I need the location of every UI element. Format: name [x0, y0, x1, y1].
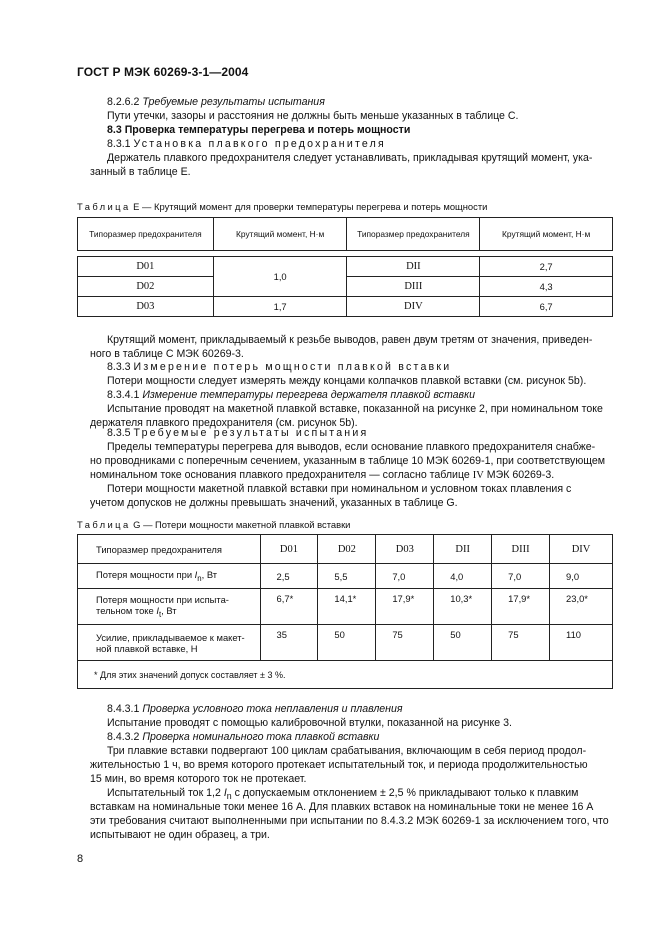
fuse-size-cell: D03	[78, 297, 214, 317]
fuse-size-cell: DII	[347, 257, 480, 277]
section-8-2-6-2: 8.2.6.2 Требуемые результаты испытания	[107, 96, 325, 108]
section-8-3-3: 8.3.3 Измерение потерь мощности плавкой вставки	[107, 361, 452, 373]
fuse-size-header: DIII	[492, 535, 550, 564]
value-cell: 110	[550, 625, 613, 661]
fuse-size-header: DIV	[550, 535, 613, 564]
fuse-size-header: D01	[260, 535, 318, 564]
paragraph-holder-mounting-cont: занный в таблице Е.	[90, 166, 191, 178]
paragraph-cycles: Три плавкие вставки подвергают 100 циклам срабатывания, включающим в себя период продол-	[107, 745, 587, 757]
value-cell: 17,9*	[492, 589, 550, 625]
table-g	[77, 534, 613, 689]
torque-cell: 6,7	[480, 297, 613, 317]
fuse-size-header: DII	[434, 535, 492, 564]
value-cell: 7,0	[492, 564, 550, 589]
torque-cell: 2,7	[480, 257, 613, 277]
value-cell: 75	[376, 625, 434, 661]
table-g-header-row	[78, 535, 613, 564]
table-e-header-row	[78, 218, 613, 251]
fuse-size-cell: DIII	[347, 277, 480, 297]
value-cell: 10,3*	[434, 589, 492, 625]
table-row	[78, 625, 613, 661]
paragraph-test-current: Испытательный ток 1,2 $I_n$ с допускаемым отклонением ± 2,5 % прикладывают только к плавким	[107, 787, 579, 802]
table-g-header-label: Типоразмер предохранителя	[78, 535, 261, 564]
table-e-header-cell: Типоразмер предохранителя	[347, 218, 480, 251]
table-row	[78, 297, 613, 317]
table-row	[78, 564, 613, 589]
value-cell: 14,1*	[318, 589, 376, 625]
paragraph-temp-limits-cont: но проводниками с поперечным сечением, указанным в таблице 10 МЭК 60269-1, при соответствующем	[90, 455, 606, 467]
paragraph-temp-limits: Пределы температуры перегрева для выводов, если основание плавкого предохранителя снабже-	[107, 441, 596, 453]
paragraph-thread-torque-cont: ного в таблице С МЭК 60269-3.	[90, 348, 244, 360]
table-e-header-cell: Крутящий момент, Н·м	[213, 218, 347, 251]
value-cell: 6,7*	[260, 589, 318, 625]
torque-cell: 1,7	[213, 297, 347, 317]
paragraph-temp-limits-end: номинальном токе основания плавкого предохранителя — согласно таблице IV МЭК 60269-3.	[90, 469, 555, 481]
value-cell: 50	[434, 625, 492, 661]
section-8-3-1: 8.3.1 Установка плавкого предохранителя	[107, 138, 386, 150]
paragraph-test-current-cont: вставкам на номинальные токи менее 16 А. Для плавких вставок на номинальные токи не менее 16 А	[90, 801, 594, 813]
section-8-4-3-3-1: 8.4.3.1 Проверка условного тока неплавления и плавления	[107, 703, 403, 715]
section-8-3-4-1: 8.3.4.1 Измерение температуры перегрева держателя плавкой вставки	[107, 389, 475, 401]
value-cell: 9,0	[550, 564, 613, 589]
table-g-caption: Таблица G — Потери мощности макетной плавкой вставки	[77, 519, 351, 530]
value-cell: 7,0	[376, 564, 434, 589]
table-row	[78, 589, 613, 625]
table-e-header-cell: Крутящий момент, Н·м	[480, 218, 613, 251]
table-g-footnote: * Для этих значений допуск составляет ± 3 %.	[78, 661, 613, 689]
paragraph-power-loss-limits-cont: учетом допусков не должны превышать значений, указанных в таблице G.	[90, 497, 458, 509]
row-label-power-loss-rated: Потеря мощности при $I_n$, Вт	[78, 564, 261, 589]
value-cell: 5,5	[318, 564, 376, 589]
paragraph-power-loss-limits: Потери мощности макетной плавкой вставки при номинальном и условном токах плавления с	[107, 483, 572, 495]
torque-cell: 4,3	[480, 277, 613, 297]
paragraph-gauge: Испытание проводят с помощью калибровочной втулки, показанной на рисунке 3.	[107, 717, 512, 729]
paragraph-cycles-cont: жительностью 1 ч, во время которого протекает испытательный ток, и периода продолжительностью	[90, 759, 588, 771]
page-number: 8	[77, 853, 84, 865]
fuse-size-header: D02	[318, 535, 376, 564]
value-cell: 75	[492, 625, 550, 661]
section-8-3-heading: 8.3 Проверка температуры перегрева и потерь мощности	[107, 124, 411, 136]
document-header: ГОСТ Р МЭК 60269-3-1—2004	[77, 65, 249, 79]
table-e-header-cell: Типоразмер предохранителя	[78, 218, 214, 251]
torque-merged-cell: 1,0	[213, 257, 347, 297]
paragraph-power-loss: Потери мощности следует измерять между концами колпачков плавкой вставки (см. рисунок 5b).	[107, 375, 587, 387]
paragraph-test-current-end: испытывают не один образец, а три.	[90, 829, 270, 841]
fuse-size-cell: DIV	[347, 297, 480, 317]
section-8-4-3-2: 8.4.3.2 Проверка номинального тока плавкой вставки	[107, 731, 380, 743]
value-cell: 50	[318, 625, 376, 661]
table-e	[77, 217, 613, 317]
value-cell: 17,9*	[376, 589, 434, 625]
fuse-size-cell: D01	[78, 257, 214, 277]
value-cell: 4,0	[434, 564, 492, 589]
value-cell: 23,0*	[550, 589, 613, 625]
row-label-force: Усилие, прикладываемое к макет- ной плавкой вставке, Н	[78, 625, 261, 661]
value-cell: 2,5	[260, 564, 318, 589]
table-row	[78, 257, 613, 277]
paragraph-clearances: Пути утечки, зазоры и расстояния не должны быть меньше указанных в таблице С.	[107, 110, 519, 122]
paragraph-dummy-fuse-cont: держателя плавкого предохранителя (см. рисунок 5b).	[90, 417, 358, 429]
row-label-power-loss-test: Потеря мощности при испыта- тельном токе $I_t$, Вт	[78, 589, 261, 625]
section-8-3-5: 8.3.5 Требуемые результаты испытания	[107, 427, 369, 439]
paragraph-dummy-fuse: Испытание проводят на макетной плавкой вставке, показанной на рисунке 2, при номинальном токе	[107, 403, 603, 415]
table-g-footnote-row	[78, 661, 613, 689]
paragraph-cycles-end: 15 мин, во время которого ток не протекает.	[90, 773, 307, 785]
table-e-caption: Таблица Е — Крутящий момент для проверки температуры перегрева и потерь мощности	[77, 201, 488, 212]
paragraph-test-current-cont2: эти требования считают выполненными при испытании по 8.4.3.2 МЭК 60269-1 за исключением того, что	[90, 815, 609, 827]
paragraph-holder-mounting: Держатель плавкого предохранителя следует устанавливать, прикладывая крутящий момент, ука-	[107, 152, 593, 164]
fuse-size-header: D03	[376, 535, 434, 564]
value-cell: 35	[260, 625, 318, 661]
fuse-size-cell: D02	[78, 277, 214, 297]
paragraph-thread-torque: Крутящий момент, прикладываемый к резьбе выводов, равен двум третям от значения, приведен-	[107, 334, 593, 346]
